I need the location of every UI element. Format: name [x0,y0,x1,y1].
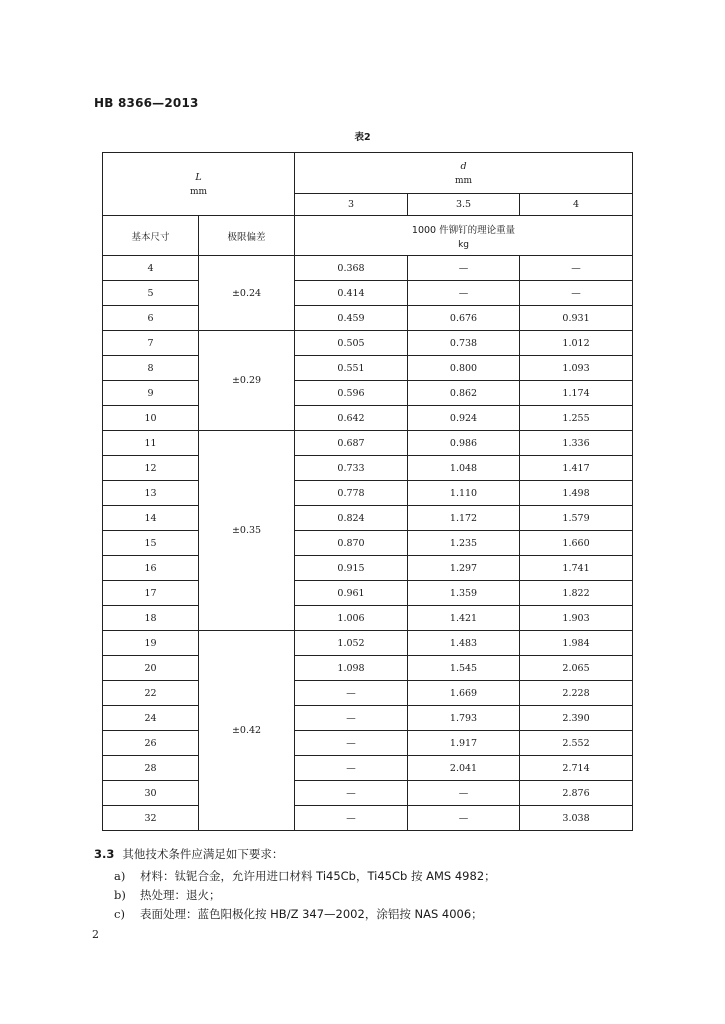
weight-cell: 0.961 [295,581,408,606]
table-row [103,406,633,431]
weight-cell: 1.359 [408,581,520,606]
table-row [103,681,633,706]
weight-cell: 0.733 [295,456,408,481]
weight-cell: 0.778 [295,481,408,506]
d-value: 3.5 [408,194,520,216]
weight-cell: 1.255 [520,406,633,431]
rivet-weight-table [102,152,633,831]
basic-size-cell: 19 [103,631,199,656]
weight-cell: 2.041 [408,756,520,781]
weight-cell: — [520,256,633,281]
basic-size-cell: 30 [103,781,199,806]
weight-cell: — [295,681,408,706]
basic-size-cell: 22 [103,681,199,706]
table-row [103,481,633,506]
weight-cell: 1.903 [520,606,633,631]
weight-label: 1000 件铆钉的理论重量 [411,224,516,236]
weight-cell: 2.065 [520,656,633,681]
weight-cell: — [295,781,408,806]
weight-cell: 0.596 [295,381,408,406]
basic-size-cell: 13 [103,481,199,506]
basic-size-cell: 18 [103,606,199,631]
weight-cell: 1.669 [408,681,520,706]
weight-cell: 0.924 [408,406,520,431]
weight-cell: 1.579 [520,506,633,531]
weight-cell: 1.235 [408,531,520,556]
weight-cell: 0.824 [295,506,408,531]
basic-size-cell: 15 [103,531,199,556]
table-row [103,606,633,631]
weight-cell: 0.862 [408,381,520,406]
table-row [103,256,633,281]
header-tolerance: 极限偏差 [199,216,295,256]
weight-cell: 0.368 [295,256,408,281]
table-row [103,656,633,681]
weight-cell: 2.876 [520,781,633,806]
table-row [103,306,633,331]
table-row [103,706,633,731]
basic-size-cell: 8 [103,356,199,381]
list-item [114,906,483,922]
weight-cell: 0.551 [295,356,408,381]
item-label: b) [114,888,126,902]
header-basic-size: 基本尺寸 [103,216,199,256]
header-weight [295,216,633,256]
tolerance-cell: ±0.29 [199,331,295,431]
table-row [103,731,633,756]
weight-cell: 1.174 [520,381,633,406]
document-code: HB 8366—2013 [94,96,199,110]
item-text: 表面处理：蓝色阳极化按 HB/Z 347—2002，涂铝按 NAS 4006； [140,907,483,921]
page-number: 2 [92,928,99,941]
weight-cell: 1.822 [520,581,633,606]
weight-cell: 0.800 [408,356,520,381]
weight-cell: 2.390 [520,706,633,731]
header-L [103,153,295,216]
weight-cell: 0.414 [295,281,408,306]
weight-cell: 0.986 [408,431,520,456]
tolerance-cell: ±0.24 [199,256,295,331]
d-unit: mm [454,175,473,186]
basic-size-cell: 24 [103,706,199,731]
weight-cell: 1.417 [520,456,633,481]
d-value: 3 [295,194,408,216]
weight-cell: — [295,756,408,781]
weight-cell: 1.048 [408,456,520,481]
weight-cell: 2.228 [520,681,633,706]
weight-cell: — [408,281,520,306]
table-row [103,356,633,381]
weight-cell: 0.676 [408,306,520,331]
weight-cell: 1.110 [408,481,520,506]
weight-cell: 1.336 [520,431,633,456]
basic-size-cell: 28 [103,756,199,781]
table-row [103,281,633,306]
d-symbol: d [460,160,467,172]
d-value: 4 [520,194,633,216]
weight-cell: 2.552 [520,731,633,756]
basic-size-cell: 12 [103,456,199,481]
weight-cell: 1.098 [295,656,408,681]
weight-cell: — [295,731,408,756]
weight-cell: — [295,806,408,831]
weight-cell: — [520,281,633,306]
basic-size-cell: 9 [103,381,199,406]
table-title: 表2 [354,132,371,143]
table-row [103,556,633,581]
table-row [103,456,633,481]
section-3-3 [94,846,283,862]
weight-cell: — [408,781,520,806]
tolerance-cell: ±0.42 [199,631,295,831]
basic-size-cell: 7 [103,331,199,356]
weight-cell: 0.642 [295,406,408,431]
weight-cell: 1.793 [408,706,520,731]
weight-cell: 0.870 [295,531,408,556]
weight-cell: 1.052 [295,631,408,656]
basic-size-cell: 17 [103,581,199,606]
basic-size-cell: 32 [103,806,199,831]
weight-cell: 1.660 [520,531,633,556]
table-row [103,781,633,806]
table-row [103,581,633,606]
weight-cell: 1.297 [408,556,520,581]
table-row [103,431,633,456]
weight-cell: 1.421 [408,606,520,631]
basic-size-cell: 5 [103,281,199,306]
table-row [103,331,633,356]
weight-cell: — [408,806,520,831]
basic-size-cell: 20 [103,656,199,681]
weight-cell: 0.931 [520,306,633,331]
weight-cell: 1.006 [295,606,408,631]
weight-cell: 1.483 [408,631,520,656]
basic-size-cell: 11 [103,431,199,456]
table-row [103,381,633,406]
weight-cell: 1.172 [408,506,520,531]
basic-size-cell: 10 [103,406,199,431]
basic-size-cell: 6 [103,306,199,331]
item-label: c) [114,907,125,921]
weight-cell: 0.459 [295,306,408,331]
weight-cell: 0.505 [295,331,408,356]
table-row [103,531,633,556]
weight-cell: — [408,256,520,281]
weight-cell: 1.917 [408,731,520,756]
item-text: 热处理：退火； [140,888,221,902]
weight-cell: 0.738 [408,331,520,356]
weight-cell: 2.714 [520,756,633,781]
table-row [103,631,633,656]
table-row [103,506,633,531]
tolerance-cell: ±0.35 [199,431,295,631]
header-d [295,153,633,194]
basic-size-cell: 14 [103,506,199,531]
table-row [103,756,633,781]
weight-cell: 0.915 [295,556,408,581]
weight-cell: 1.093 [520,356,633,381]
weight-cell: 1.545 [408,656,520,681]
list-item [114,887,221,903]
weight-cell: 1.498 [520,481,633,506]
basic-size-cell: 16 [103,556,199,581]
weight-unit: kg [458,239,469,250]
weight-cell: — [295,706,408,731]
list-item [114,868,496,884]
L-symbol: L [195,171,202,183]
item-text: 材料：钛铌合金，允许用进口材料 Ti45Cb，Ti45Cb 按 AMS 4982； [140,869,496,883]
weight-cell: 1.741 [520,556,633,581]
section-number: 3.3 [94,847,115,861]
weight-cell: 3.038 [520,806,633,831]
basic-size-cell: 4 [103,256,199,281]
basic-size-cell: 26 [103,731,199,756]
item-label: a) [114,869,126,883]
weight-cell: 0.687 [295,431,408,456]
weight-cell: 1.984 [520,631,633,656]
table-row [103,806,633,831]
L-unit: mm [189,186,208,197]
section-heading: 其他技术条件应满足如下要求： [122,847,284,861]
weight-cell: 1.012 [520,331,633,356]
